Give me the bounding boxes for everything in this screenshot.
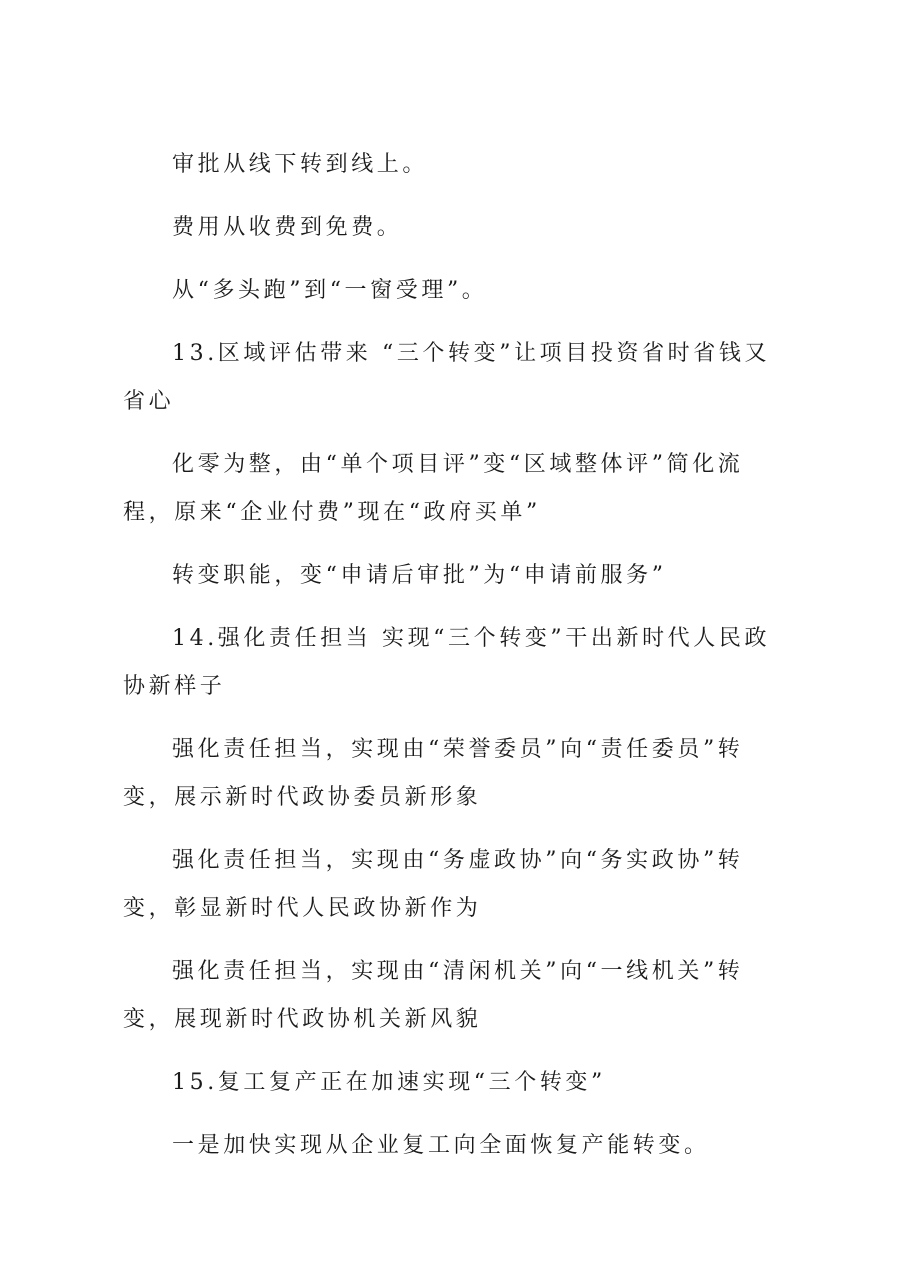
paragraph-regional-assessment: 化零为整，由“单个项目评”变“区域整体评”简化流程，原来“企业付费”现在“政府买单” (123, 452, 744, 525)
paragraph-approval-online: 审批从线下转到线上。 (172, 152, 429, 177)
paragraph-one-window: 从“多头跑”到“一窗受理”。 (172, 278, 488, 303)
heading-13: 13.区域评估带来 “三个转变”让项目投资省时省钱又省心 (123, 341, 771, 414)
heading-14: 14.强化责任担当 实现“三个转变”干出新时代人民政协新样子 (123, 626, 771, 699)
paragraph-practical-cppcc: 强化责任担当，实现由“务虚政协”向“务实政协”转变，彰显新时代人民政协新作为 (123, 848, 744, 921)
heading-15: 15.复工复产正在加速实现“三个转变” (172, 1070, 606, 1095)
paragraph-responsibility-member: 强化责任担当，实现由“荣誉委员”向“责任委员”转变，展示新时代政协委员新形象 (123, 737, 744, 810)
paragraph-fee-free: 费用从收费到免费。 (172, 215, 403, 240)
paragraph-frontline-organ: 强化责任担当，实现由“清闲机关”向“一线机关”转变，展现新时代政协机关新风貌 (123, 959, 744, 1032)
paragraph-resume-production: 一是加快实现从企业复工向全面恢复产能转变。 (172, 1133, 710, 1158)
document-body (123, 141, 786, 1170)
paragraph-function-shift: 转变职能，变“申请后审批”为“申请前服务” (172, 563, 667, 588)
